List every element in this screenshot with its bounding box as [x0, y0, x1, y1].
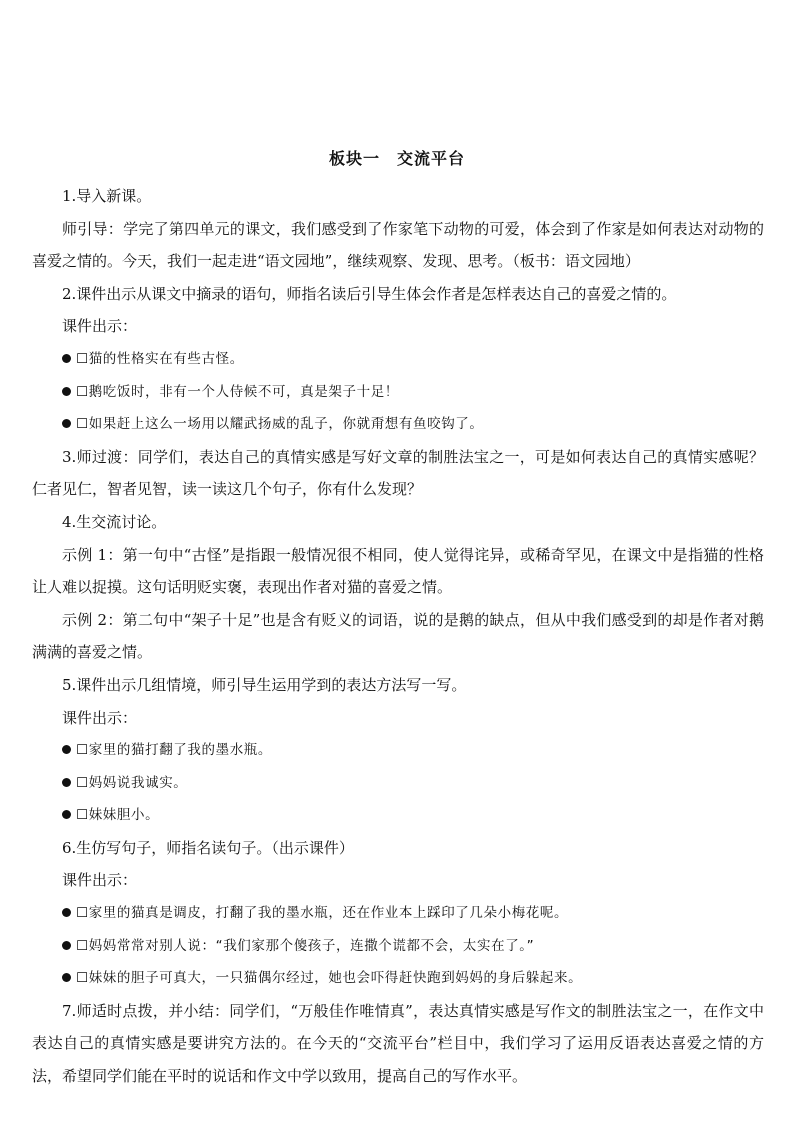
- step-2-paragraph: 2.课件出示从课文中摘录的语句，师指名读后引导生体会作者是怎样表达自己的喜爱之情的。: [62, 284, 677, 303]
- bullet-text: ☐如果赶上这么一场用以耀武扬威的乱子，你就甭想有鱼咬钩了。: [76, 416, 484, 433]
- bullet-item: [32, 734, 764, 767]
- bullet-item: [32, 767, 764, 800]
- bullet-text: ☐妈妈常常对别人说：“我们家那个傻孩子，连撒个谎都不会，太实在了。”: [76, 937, 535, 954]
- step-1-paragraph: 1.导入新课。: [62, 187, 152, 205]
- bullet-item: [32, 930, 764, 963]
- bullet-text: ☐鹅吃饭时，非有一个人侍候不可，真是架子十足！: [76, 383, 399, 400]
- example-1-paragraph: 示例 1：第一句中“古怪”是指跟一般情况很不相同，使人觉得诧异，或稀奇罕见，在课文中是指猫的性格让人难以捉摸。这句话明贬实褒，表现出作者对猫的喜爱之情。: [32, 545, 764, 597]
- section-title: 板块一 交流平台: [328, 149, 465, 168]
- bullet-dot-icon: [62, 419, 71, 428]
- bullet-item: [32, 343, 764, 376]
- bullet-item: [32, 408, 764, 441]
- bullet-text: ☐家里的猫打翻了我的墨水瓶。: [76, 742, 273, 759]
- bullet-text: ☐妹妹胆小。: [76, 807, 160, 824]
- bullet-item: [32, 799, 764, 832]
- bullet-dot-icon: [62, 941, 71, 950]
- bullet-text: ☐妹妹的胆子可真大，一只猫偶尔经过，她也会吓得赶快跑到妈妈的身后躲起来。: [76, 970, 583, 987]
- courseware-label: 课件出示：: [62, 317, 138, 336]
- bullet-item: [32, 376, 764, 409]
- step-4-paragraph: 4.生交流讨论。: [62, 512, 167, 531]
- bullet-dot-icon: [62, 778, 71, 787]
- step-5-paragraph: 5.课件出示几组情境，师引导生运用学到的表达方法写一写。: [62, 675, 467, 694]
- bullet-item: [32, 897, 764, 930]
- bullet-item: [32, 962, 764, 995]
- courseware-label: 课件出示：: [62, 708, 138, 727]
- step-7-paragraph: 7.师适时点拨，并小结：同学们，“万般佳作唯情真”，表达真情实感是写作文的制胜法宝之一，在作文中表达自己的真情实感是要讲究方法的。在今天的“交流平台”栏目中，我们学习了运用反语表达喜爱之情的方法，希望同学们能在平时的说话和作文中学以致用，提高自己的写作水平。: [32, 1001, 764, 1086]
- bullet-dot-icon: [62, 354, 71, 363]
- bullet-text: ☐猫的性格实在有些古怪。: [76, 350, 244, 367]
- bullet-dot-icon: [62, 908, 71, 917]
- example-2-paragraph: 示例 2：第二句中“架子十足”也是含有贬义的词语，说的是鹅的缺点，但从中我们感受到的却是作者对鹅满满的喜爱之情。: [32, 610, 764, 662]
- teacher-guidance-paragraph: 师引导：学完了第四单元的课文，我们感受到了作家笔下动物的可爱，体会到了作家是如何表达对动物的喜爱之情的。今天，我们一起走进“语文园地”，继续观察、发现、思考。（板书：语文园地）: [32, 219, 764, 271]
- bullet-text: ☐妈妈说我诚实。: [76, 774, 188, 791]
- step-6-paragraph: 6.生仿写句子，师指名读句子。（出示课件）: [62, 838, 354, 857]
- bullet-dot-icon: [62, 745, 71, 754]
- document-body: [32, 180, 764, 1093]
- step-3-paragraph: 3.师过渡：同学们，表达自己的真情实感是写好文章的制胜法宝之一，可是如何表达自己的真情实感呢？仁者见仁，智者见智，读一读这几个句子，你有什么发现？: [32, 447, 764, 499]
- bullet-dot-icon: [62, 973, 71, 982]
- bullet-dot-icon: [62, 810, 71, 819]
- bullet-text: ☐家里的猫真是调皮，打翻了我的墨水瓶，还在作业本上踩印了几朵小梅花呢。: [76, 905, 569, 922]
- bullet-dot-icon: [62, 387, 71, 396]
- courseware-label: 课件出示：: [62, 871, 138, 890]
